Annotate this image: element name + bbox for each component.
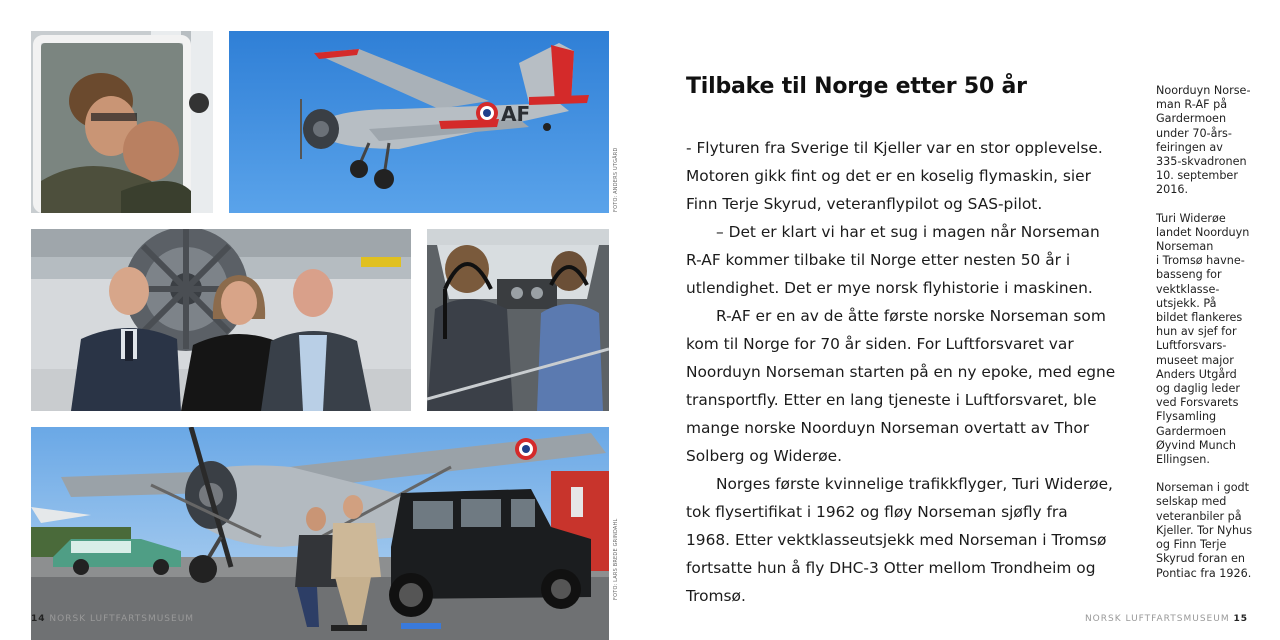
publication-name-left: NORSK LUFTFARTSMUSEUM xyxy=(49,614,195,624)
article-paragraph: - Flyturen fra Sverige til Kjeller var en stor opplevelse. Motoren gikk fint og det er en koselig flymaskin, sier Finn Terje Skyrud, veteranflypilot og SAS-pilot. xyxy=(686,139,1103,213)
article-paragraph: – Det er klart vi har et sug i magen når Norseman R-AF kommer tilbake til Norge etter nesten 50 år i utlendighet. Det er mye norsk flyhistorie i maskinen. xyxy=(686,223,1100,297)
footer-left xyxy=(31,614,194,624)
photo-credit-flight: FOTO: ANDERS UTGÅRD xyxy=(613,147,619,212)
caption-ground: Norseman i godt selskap med veteranbiler på Kjeller. Tor Nyhus og Finn Terje Skyrud foran en Pontiac fra 1926. xyxy=(1156,481,1253,580)
article-body xyxy=(686,134,1116,610)
plane-marking-text: AF xyxy=(501,102,531,126)
photo-norseman-in-flight xyxy=(229,31,609,213)
footer-right xyxy=(1085,614,1248,624)
article-title: Tilbake til Norge etter 50 år xyxy=(686,74,1027,99)
page-number-right: 15 xyxy=(1233,614,1248,624)
photo-group-in-front-of-engine xyxy=(31,229,411,411)
page-number-left: 14 xyxy=(31,614,46,624)
photo-cockpit-crew xyxy=(31,31,213,213)
photo-pilots-in-cockpit xyxy=(427,229,609,411)
article-paragraph: R-AF er en av de åtte første norske Norseman som kom til Norge for 70 år siden. For Luftforsvaret var Noorduyn Norseman starten på en ny epoke, med egne transportfly. Etter en lang tjeneste i Luftforsvaret, ble mange norske Noorduyn Norseman overtatt av Thor Solberg og Widerøe. xyxy=(686,307,1116,465)
photo-norseman-with-vintage-car xyxy=(31,427,609,640)
publication-name-right: NORSK LUFTFARTSMUSEUM xyxy=(1084,614,1230,624)
caption-flight: Noorduyn Norse- man R-AF på Gardermoen under 70-års- feiringen av 335-skvadronen 10. september 2016. xyxy=(1156,84,1251,197)
photo-credit-ground: FOTO: LARS BREDE GRINDAHL xyxy=(613,518,619,600)
article-paragraph: Norges første kvinnelige trafikkflyger, Turi Widerøe, tok flysertifikat i 1962 og fløy Norseman sjøfly fra 1968. Etter vektklasseutsjekk med Norseman i Tromsø fortsatte hun å fly DHC-3 Otter mellom Trondheim og Tromsø. xyxy=(686,475,1113,605)
caption-group: Turi Widerøe landet Noorduyn Norseman i Tromsø havne- basseng for vektklasse- utsjekk. På bildet flankeres hun av sjef for Luftforsvars- museet major Anders Utgård og daglig leder ved Forsvarets Flysamling Gardermoen Øyvind Munch Ellingsen. xyxy=(1156,211,1250,467)
photo-captions xyxy=(1156,84,1256,595)
